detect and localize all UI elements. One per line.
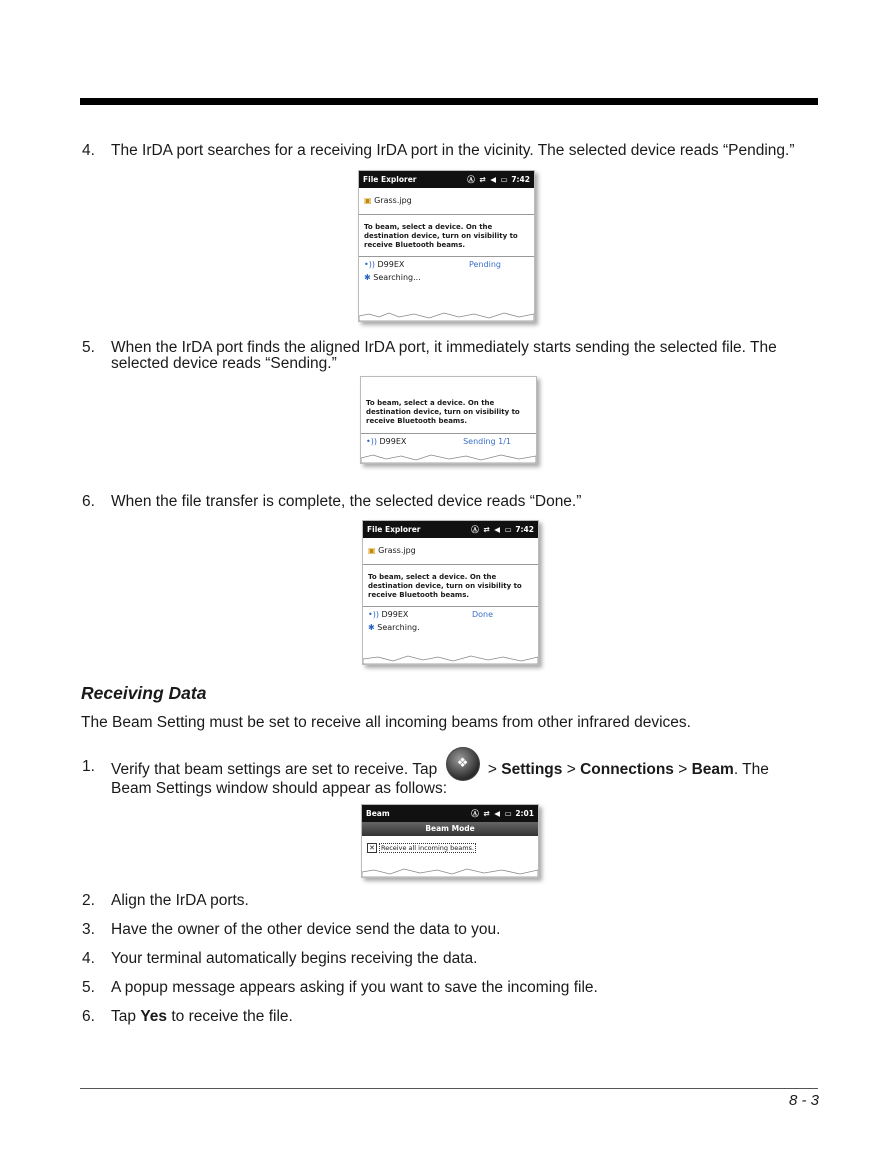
header-rule <box>80 98 818 105</box>
torn-edge <box>361 453 536 463</box>
file-row: ▣ Grass.jpg <box>359 188 534 215</box>
section-heading: Receiving Data <box>81 683 207 703</box>
screenshot-pending <box>358 170 535 322</box>
step-pending: 4. The IrDA port searches for a receiving IrDA port in the vicinity. The selected device reads “Pending.” <box>82 142 795 159</box>
step-send-data: 3. Have the owner of the other device send the data to you. <box>82 921 501 938</box>
beam-mode-header: Beam Mode <box>362 822 538 836</box>
checkbox-receive-all: ✕ <box>367 843 377 853</box>
device-row: •)) D99EX Done <box>368 610 493 619</box>
step-done: 6. When the file transfer is complete, the selected device reads “Done.” <box>82 493 582 510</box>
status-icons: Ⓐ ⇄ ◀ ▭ <box>471 809 513 818</box>
bluetooth-icon: ✱ <box>364 273 371 282</box>
step-verify-settings: 1. Verify that beam settings are set to receive. Tap ❖ > Settings > Connections > Beam. The Beam Settings window should appear as follows: <box>82 759 811 797</box>
file-row: ▣ Grass.jpg <box>363 538 538 565</box>
step-popup: 5. A popup message appears asking if you want to save the incoming file. <box>82 979 598 996</box>
beam-instructions: To beam, select a device. On the destination device, turn on visibility to receive Bluetooth beams. <box>359 215 534 257</box>
step-tap-yes: 6. Tap Yes to receive the file. <box>82 1008 293 1025</box>
step-sending: 5. When the IrDA port finds the aligned IrDA port, it immediately starts sending the selected file. The selected device reads “Sending.” <box>82 339 777 372</box>
page-number: 8 - 3 <box>788 1092 819 1109</box>
device-row: •)) D99EX Sending 1/1 <box>366 437 511 446</box>
bluetooth-row: ✱ Searching... <box>364 273 421 282</box>
step-align: 2. Align the IrDA ports. <box>82 892 249 909</box>
irda-icon: •)) <box>368 610 379 619</box>
irda-icon: •)) <box>366 437 377 446</box>
irda-icon: •)) <box>364 260 375 269</box>
title-bar: File Explorer Ⓐ ⇄ ◀ ▭ 7:42 <box>363 521 538 538</box>
status-icons: Ⓐ ⇄ ◀ ▭ <box>467 175 509 184</box>
beam-instructions: To beam, select a device. On the destination device, turn on visibility to receive Bluetooth beams. <box>363 565 538 607</box>
image-file-icon: ▣ <box>364 196 372 205</box>
torn-edge <box>363 654 538 664</box>
footer-rule <box>80 1088 818 1089</box>
title-bar: File Explorer Ⓐ ⇄ ◀ ▭ 7:42 <box>359 171 534 188</box>
torn-edge <box>359 311 534 321</box>
screenshot-beam-settings <box>361 804 539 878</box>
windows-start-icon: ❖ <box>446 747 480 781</box>
receive-option: ✕ Receive all incoming beams. <box>362 836 538 853</box>
screenshot-sending <box>360 376 537 464</box>
section-intro: The Beam Setting must be set to receive all incoming beams from other infrared devices. <box>81 714 691 731</box>
beam-instructions: To beam, select a device. On the destination device, turn on visibility to receive Bluetooth beams. <box>361 377 536 434</box>
image-file-icon: ▣ <box>368 546 376 555</box>
bluetooth-row: ✱ Searching. <box>368 623 420 632</box>
torn-edge <box>362 867 538 877</box>
title-bar: Beam Ⓐ ⇄ ◀ ▭ 2:01 <box>362 805 538 822</box>
step-receiving: 4. Your terminal automatically begins receiving the data. <box>82 950 478 967</box>
bluetooth-icon: ✱ <box>368 623 375 632</box>
device-row: •)) D99EX Pending <box>364 260 501 269</box>
status-icons: Ⓐ ⇄ ◀ ▭ <box>471 525 513 534</box>
screenshot-done <box>362 520 539 665</box>
